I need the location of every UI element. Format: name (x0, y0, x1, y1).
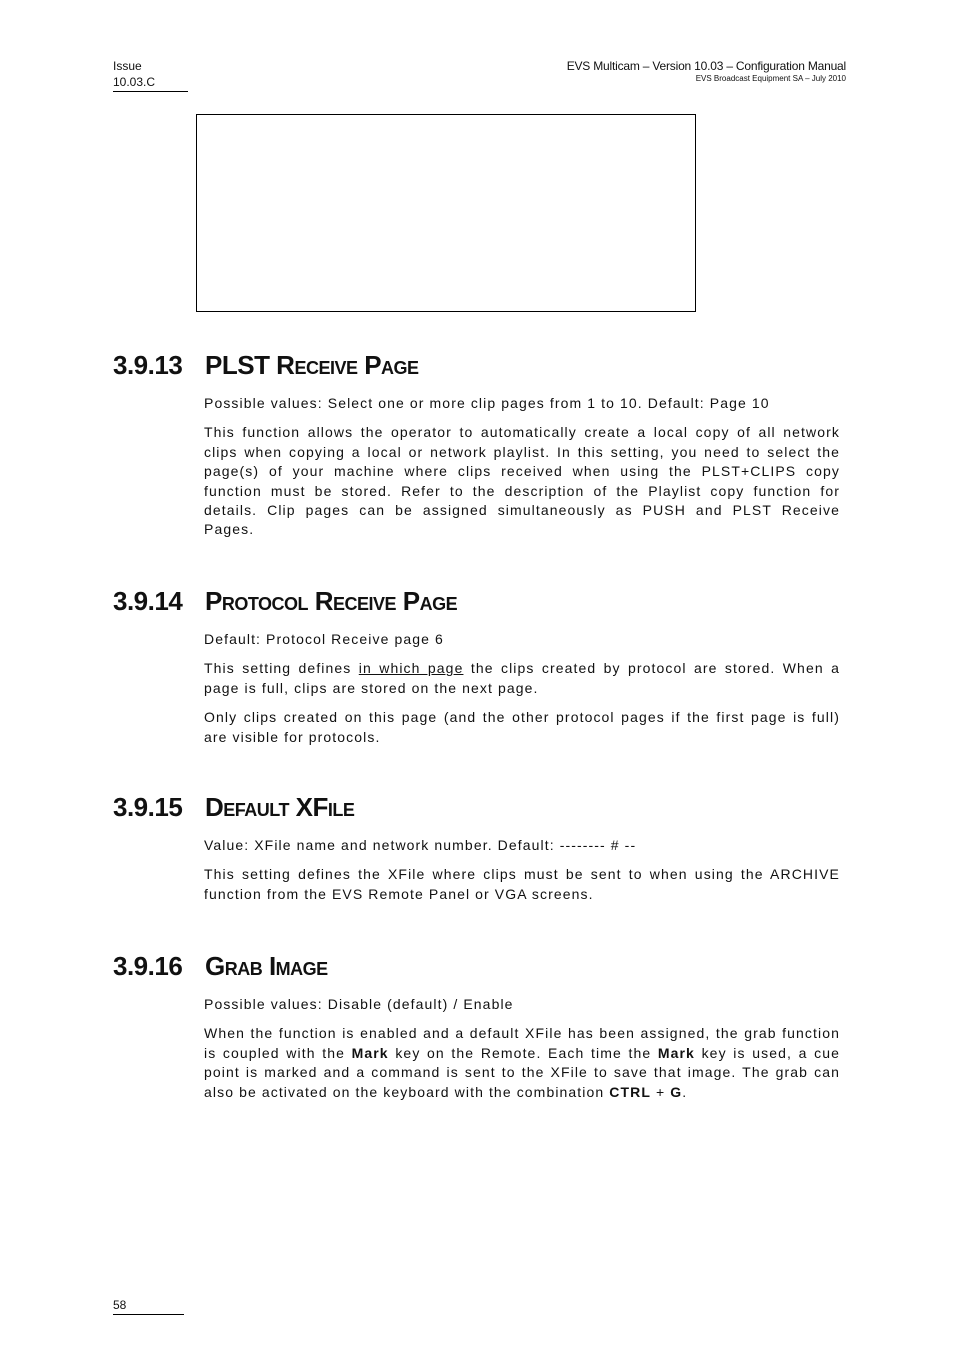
text-run: key on the Remote. Each time the (388, 1044, 658, 1061)
bold-key-name: CTRL (609, 1083, 652, 1100)
section-title: Grab Image (205, 951, 328, 981)
section-number: 3.9.14 (113, 586, 183, 616)
bold-key-name: G (670, 1083, 683, 1100)
paragraph: Possible values: Select one or more clip pages from 1 to 10. Default: Page 10 (204, 395, 770, 411)
section-protocol-receive-page (113, 586, 840, 757)
section-body (204, 394, 840, 540)
section-title: PLST Receive Page (205, 350, 419, 380)
paragraph: Value: XFile name and network number. Default: -------- # -- (204, 837, 637, 853)
underlined-text: in which page (358, 660, 464, 677)
figure-placeholder (196, 114, 696, 312)
section-body (204, 995, 840, 1102)
issue-number: 10.03.C (113, 75, 156, 89)
text-run: When the function is enabled and a default XFile has been assigned, the grab function is coupled with the (204, 1025, 840, 1061)
paragraph: This function allows the operator to automatically create a local copy of all network clips when copying a local or network playlist. In this setting, you need to select the page(s) of your machine where clips received when using the PLST+CLIPS copy function must be stored. Refer to the description of the Playlist copy function for details. Clip pages can be assigned simultaneously as PUSH and PLST Receive Pages. (204, 424, 840, 538)
section-default-xfile (113, 792, 840, 914)
text-run: This setting defines (204, 660, 359, 677)
section-number: 3.9.15 (113, 792, 183, 822)
section-heading (113, 586, 840, 616)
text-run: key is used, a cue point is marked and a command is sent to the XFile to save that image. The grab can also be activated on the keyboard with the combination (204, 1044, 840, 1100)
paragraph: Possible values: Disable (default) / Enable (204, 996, 514, 1012)
section-heading (113, 350, 840, 380)
section-heading (113, 792, 840, 822)
issue-block (113, 58, 188, 92)
section-grab-image (113, 951, 840, 1112)
section-body (204, 630, 840, 747)
paragraph: Only clips created on this page (and the other protocol pages if the first page is full) are visible for protocols. (204, 709, 840, 745)
paragraph (204, 659, 840, 698)
text-run: + (651, 1083, 671, 1100)
section-plst-receive-page (113, 350, 840, 550)
paragraph: Default: Protocol Receive page 6 (204, 631, 444, 647)
section-title: Protocol Receive Page (205, 586, 458, 616)
paragraph (204, 1024, 840, 1102)
text-run: the clips created by protocol are stored. When a page is full, clips are stored on the next page. (204, 660, 840, 696)
section-number: 3.9.13 (113, 350, 183, 380)
text-run: . (682, 1083, 688, 1100)
section-body (204, 836, 840, 904)
paragraph: This setting defines the XFile where clips must be sent to when using the ARCHIVE function from the EVS Remote Panel or VGA screens. (204, 866, 840, 902)
issue-label: Issue (113, 59, 142, 73)
section-heading (113, 951, 840, 981)
document-title: EVS Multicam – Version 10.03 – Configuration Manual (566, 59, 846, 73)
section-title: Default XFile (205, 792, 355, 822)
bold-key-name: Mark (657, 1044, 695, 1061)
page-number: 58 (113, 1298, 184, 1315)
document-subtitle: EVS Broadcast Equipment SA – July 2010 (695, 74, 846, 83)
bold-key-name: Mark (351, 1044, 389, 1061)
section-number: 3.9.16 (113, 951, 183, 981)
document-header (567, 58, 846, 84)
